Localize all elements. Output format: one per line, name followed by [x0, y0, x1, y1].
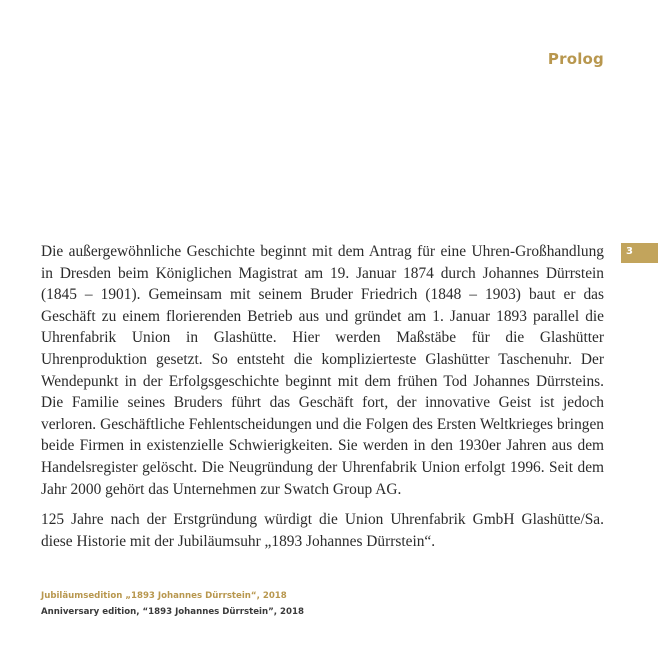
section-heading: Prolog: [547, 50, 604, 68]
page-number-tab: [621, 243, 658, 263]
footer-caption-german: Jubiläumsedition „1893 Johannes Dürrstein“, 2018: [41, 591, 287, 601]
footer-caption-english: Anniversary edition, “1893 Johannes Dürrstein”, 2018: [41, 607, 304, 617]
paragraph-history: Die außergewöhnliche Geschichte beginnt mit dem Antrag für eine Uhren-Großhandlung in Dresden beim Königlichen Magistrat am 19. Januar 1874 durch Johannes Dürrstein (1845 – 1901). Gemeinsam mit seinem Bruder Friedrich (1848 – 1903) baut er das Geschäft zu einem florierenden Betrieb aus und gründet am 1. Januar 1893 parallel die Uhrenfabrik Union in Glashütte. Hier werden Maßstäbe für die Glashütter Uhrenproduktion gesetzt. So entsteht die komplizierteste Glashütter Taschenuhr. Der Wendepunkt in der Erfolgsgeschichte beginnt mit dem frühen Tod Johannes Dürrsteins. Die Familie seines Bruders führt das Geschäft fort, der innovative Geist ist jedoch verloren. Geschäftliche Fehlentscheidungen und die Folgen des Ersten Weltkrieges bringen beide Firmen in existenzielle Schwierigkeiten. Sie werden in den 1930er Jahren aus dem Handelsregister gelöscht. Die Neugründung der Uhrenfabrik Union erfolgt 1996. Seit dem Jahr 2000 gehört das Unternehmen zur Swatch Group AG.: [41, 243, 604, 498]
page-number: 3: [626, 246, 633, 257]
paragraph-anniversary: 125 Jahre nach der Erstgründung würdigt die Union Uhrenfabrik GmbH Glashütte/Sa. diese Historie mit der Jubiläumsuhr „1893 Johannes Dürrstein“.: [41, 511, 604, 550]
body-text: [41, 241, 604, 552]
footer: [41, 588, 304, 620]
